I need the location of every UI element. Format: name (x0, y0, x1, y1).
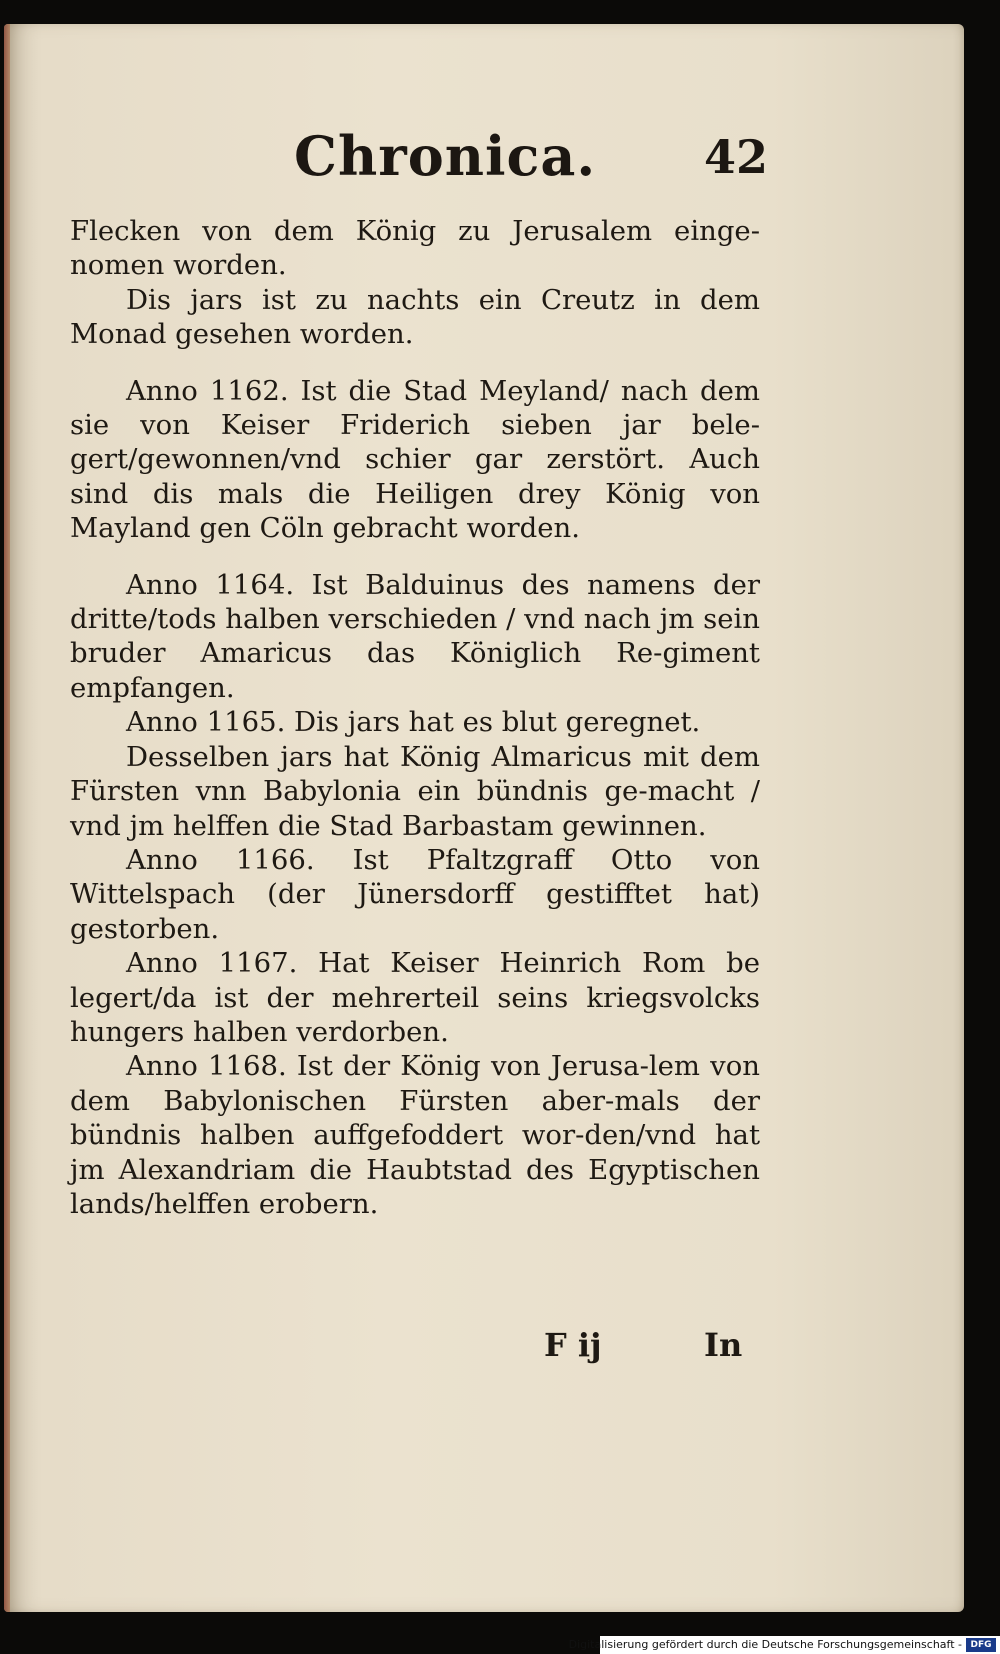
dfg-logo-icon: DFG (966, 1638, 996, 1652)
running-title: Chronica. (294, 124, 597, 188)
signature-mark: F ij (544, 1326, 602, 1364)
paragraph: Desselben jars hat König Almaricus mit dem Fürsten vnn Babylonia ein bündnis ge-macht / vnd jm helffen die Stad Barbastam gewinnen. (70, 740, 760, 842)
book-page (4, 24, 964, 1612)
paragraph: Dis jars ist zu nachts ein Creutz in dem Monad gesehen worden. (70, 283, 760, 351)
page-body (70, 214, 760, 1221)
paragraph: Anno 1164. Ist Balduinus des namens der dritte/tods halben verschieden / vnd nach jm sein bruder Amaricus das Königlich Re-giment empfangen. (70, 568, 760, 704)
paragraph: Anno 1165. Dis jars hat es blut geregnet. (126, 706, 701, 739)
paragraph: Flecken von dem König zu Jerusalem einge-nomen worden. (70, 215, 760, 282)
page-header (4, 124, 964, 214)
catchword: In (704, 1326, 743, 1364)
credit-text: Digitalisierung gefördert durch die Deutsche Forschungsgemeinschaft - (568, 1638, 962, 1651)
paragraph: Anno 1166. Ist Pfaltzgraff Otto von Wittelspach (der Jünersdorff gestifftet hat) gestorben. (70, 843, 760, 945)
page-number: 42 (704, 130, 769, 184)
paragraph: Anno 1167. Hat Keiser Heinrich Rom be legert/da ist der mehrerteil seins kriegsvolcks hungers halben verdorben. (70, 947, 760, 1048)
paragraph: Anno 1168. Ist der König von Jerusa-lem von dem Babylonischen Fürsten aber-mals der bündnis halben auffgefoddert wor-den/vnd hat jm Alexandriam die Haubtstad des Egyptischen lands/helffen erobern. (70, 1050, 760, 1220)
paragraph: Anno 1162. Ist die Stad Meyland/ nach dem sie von Keiser Friderich sieben jar bele-gert/gewonnen/vnd schier gar zerstört. Auch sind dis mals die Heiligen drey König von Mayland gen Cöln gebracht worden. (70, 374, 760, 545)
